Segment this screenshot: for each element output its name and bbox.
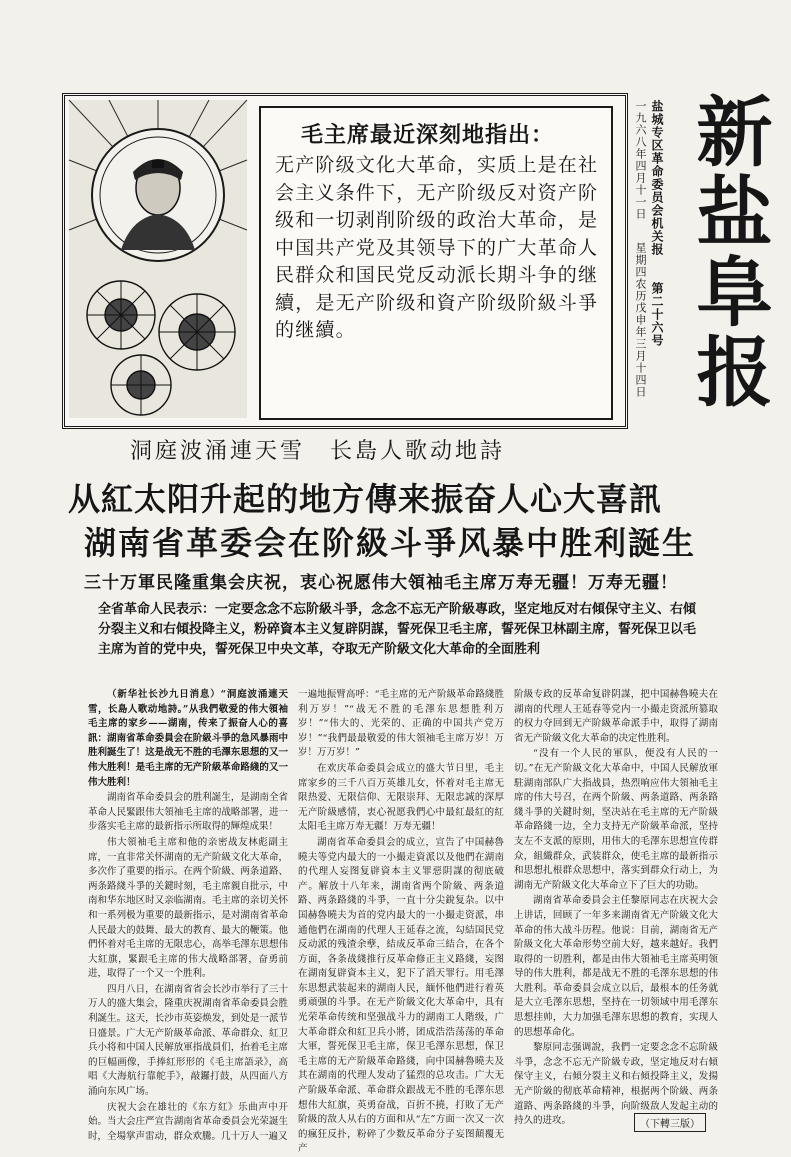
issue-number: 第二十六号 — [650, 282, 664, 347]
article-paragraph: 黎原同志强调說，我們一定要念念不忘阶級斗爭，念念不忘无产阶級专政，坚定地反对右傾保守主义，右傾分裂主义和右傾投降主义，发揚无产阶級的彻底革命精神，根据两个阶級、两条道路、两条路綫的斗爭，向阶级敌人发起主动的持久的进攻。 — [514, 1042, 718, 1127]
article-paragraph: 庆祝大会在雄壮的《东方紅》乐曲声中开始。当大会庄严宣告湖南省革命委員会光荣誕生时，全場掌声雷动，群众欢騰。几十万人一遍又 — [88, 1101, 288, 1142]
article-paragraph: 一遍地振臂高呼：“毛主席的无产阶級革命路綫胜利万岁！”“战无不胜的毛澤东思想胜利万岁！”“伟大的、光荣的、正确的中国共产党万岁！”“我們最最敬爱的伟大領袖毛主席万岁！万岁！万万岁！” — [298, 689, 504, 759]
article-paragraph: 在欢庆革命委員会成立的盛大节日里，毛主席家乡的三千八百万英雄儿女，怀着对毛主席无限热爱、无限信仰、无限崇拜、无限忠誠的深厚无产阶級感情，衷心祝愿我們心中最紅最紅的紅太阳毛主席万寿无疆！万寿无疆！ — [298, 762, 504, 833]
article-paragraph: 湖南省革命委員会的胜利誕生，是湖南全省革命人民緊跟伟大領袖毛主席的战略部署，进一步落实毛主席的最新指示所取得的輝煌成果！ — [88, 792, 288, 833]
quotation-heading: 毛主席最近深刻地指出： — [301, 122, 555, 148]
quotation-banner — [62, 93, 628, 429]
article-paragraph: “没有一个人民的軍队，便没有人民的一切。”在无产阶級文化大革命中，中国人民解放軍駐湖南部队广大指战員，热烈响应伟大領袖毛主席的伟大号召，在两个阶級、两条道路、两条路綫斗爭的关鍵时刻，坚决站在毛主席的无产阶級革命路綫一边，全力支持无产阶級革命派，坚持支左不支派的原則，用伟大的毛澤东思想宣传群众，組織群众，武装群众，使毛主席的最新指示和思想扎根群众思想中，落实到群众行动上，为湖南无产阶級文化大革命立下了巨大的功勋。 — [514, 748, 718, 891]
newspaper-masthead: 新盐阜报 — [684, 92, 773, 412]
article-paragraph: （新华社长沙九日消息）“洞庭波涌連天雪，长島人歌动地詩。”从我們敬爱的伟大領袖毛主席的家乡——湖南，传来了振奋人心的喜訊：湖南省革命委員会在阶級斗爭的急风暴雨中胜利誕生了！这是战无不胜的毛澤东思想的又一伟大胜利！是毛主席的无产阶級革命路綫的又一伟大胜利！ — [88, 689, 288, 788]
lunar-date: 农历戊申年三月十四日 — [634, 278, 647, 398]
publisher-name: 盐城专区革命委员会机关报 — [650, 100, 664, 256]
quotation-box — [259, 106, 613, 420]
second-headline: 湖南省革委会在阶級斗爭风暴中胜利誕生 — [84, 524, 697, 562]
poetic-subheading: 洞庭波涌連天雪 长島人歌动地詩 — [130, 439, 506, 464]
third-headline: 三十万軍民隆重集会庆祝，衷心祝愿伟大領袖毛主席万寿无疆！万寿无疆！ — [84, 573, 678, 593]
article-column-1 — [88, 688, 288, 1142]
article-paragraph: 湖南省革命委員会的成立，宣告了中国赫魯曉夫等党内最大的一小撮走資派以及他們在湖南的代理人妄图复辟資本主义罪惡阴謀的彻底破产。解放十八年来，湖南省两个阶級、两条道路、两条路綫的斗爭，一直十分尖銳复杂。以中国赫魯曉夫为首的党内最大的一小撮走资派，串通他們在湖南的代理人王延春之流，勾結国民党反动派的残渣余孽，結成反革命三結合，在各个方面，各条战綫推行反革命修正主义路綫，妄图在湖南复辟資本主义，犯下了滔天罪行。用毛澤东思想武装起来的湖南人民，緬怀他們进行着英勇頑强的斗爭。在无产阶級文化大革命中，具有光荣革命传统和坚强战斗力的湖南工人階级，广大革命群众和紅卫兵小將，团成浩浩荡荡的革命大軍，誓死保卫毛主席，保卫毛澤东思想，保卫毛主席的无产阶級革命路綫，向中国赫魯曉夫及其在湖南的代理人发动了猛烈的总攻击。广大无产阶級革命派、革命群众跟战无不胜的毛澤东思想伟大紅旗，英勇奋战，百折不撓，打敗了无产阶級的敌人从右的方面和从“左”方面一次又一次的瘋狂反扑，粉碎了少数反革命分子妄图顛覆无产 — [298, 836, 504, 1155]
sunflower-portrait-icon — [69, 100, 247, 418]
article-paragraph: 湖南省革命委員会主任黎原同志在庆祝大会上讲话，回顾了一年多来湖南省无产阶級文化大革命的伟大战斗历程。他说：目前，湖南省无产阶級文化大革命形势空前大好，越来越好。我們取得的一切胜利，都是由伟大領袖毛主席英明领导的伟大胜利，都是战无不胜的毛澤东思想的伟大胜利。革命委員会成立以后，最根本的任务就是大立毛澤东思想，坚持在一切领域中用毛澤东思想挂帅，大力加强毛澤东思想的教育，实现人的思想革命化。 — [514, 895, 718, 1038]
main-headline: 从紅太阳升起的地方傳来振奋人心大喜訊 — [68, 480, 663, 518]
publication-date: 一九六八年四月十一日 — [634, 100, 647, 220]
publication-weekday: 星期四 — [634, 242, 647, 278]
article-paragraph: 四月八日，在湖南省省会长沙市举行了三十万人的盛大集会，隆重庆祝湖南省革命委員会胜利誕生。这天，长沙市英姿焕发，到处是一派节日盛景。广大无产阶級革命派、革命群众、紅卫兵小将和中国人民解放軍指战員们，抬着毛主席的巨幅画像，手捧紅形形的《毛主席語录》，高唱《大海航行靠舵手》，敲鑼打鼓，从四面八方涌向东风广场。 — [88, 983, 288, 1098]
article-column-2 — [298, 688, 504, 1155]
continued-on-page-3-note: （下轉三版） — [634, 1113, 706, 1132]
quotation-text: 无产阶级文化大革命，实质上是在社会主义条件下，无产阶级反对资产阶级和一切剥削阶级的政治大革命，是中国共产党及其领导下的广大革命人民群众和国民党反动派长期斗争的继續，是无产阶级和資产阶级阶級斗爭的继續。 — [275, 154, 599, 341]
article-paragraph: 伟大領袖毛主席和他的亲密战友林彪副主席，一直非常关怀湖南的无产阶級文化大革命，多次作了重要的指示。在两个阶級、两条道路、两条路綫斗爭的关鍵时刻，毛主席親自批示，中南和华东地区时又亲临湖南。毛主席的亲切关怀和一系列极为重要的最新指示，是对湖南省革命人民最大的鼓舞、最大的教育、最大的鞭策。他們怀着对毛主席的无限忠心，高举毛澤东思想伟大紅旗，緊跟毛主席的伟大战略部署，奋勇前进，取得了一个又一个胜利。 — [88, 836, 288, 980]
lead-paragraph: 全省革命人民表示：一定要念念不忘阶級斗爭，念念不忘无产阶級專政，坚定地反对右傾保守主义、右傾分裂主义和右傾投降主义，粉碎資本主义复辟阴謀，誓死保卫毛主席，誓死保卫林副主席，誓死保卫以毛主席为首的党中央，誓死保卫中央文革，夺取无产阶級文化大革命的全面胜利 — [98, 602, 697, 657]
chairman-portrait-illustration — [69, 100, 247, 418]
article-paragraph: 阶級专政的反革命复辟阴謀，把中国赫魯曉夫在湖南的代理人王延春等党内一小撮走资派所篡取的权力夺回到无产阶級革命派手中，取得了湖南省无产阶級文化大革命的决定性胜利。 — [514, 689, 718, 744]
